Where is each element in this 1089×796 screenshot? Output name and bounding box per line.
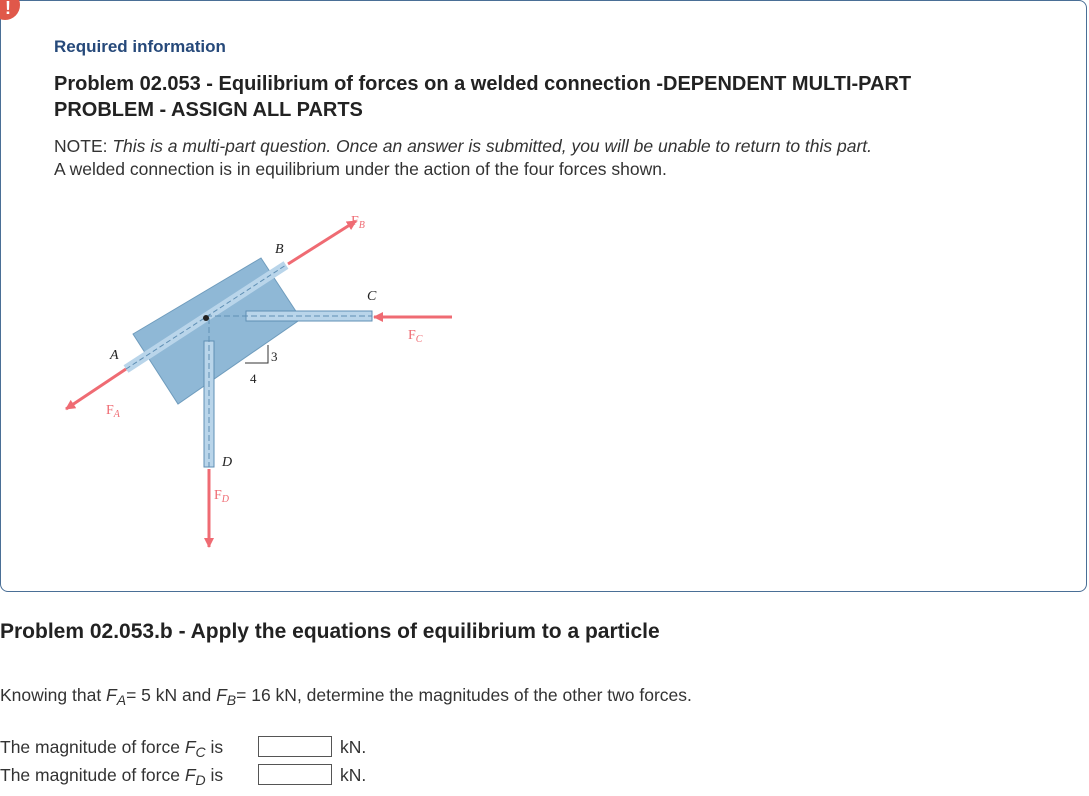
point-a-label: A	[110, 348, 119, 363]
answer-row-fd	[0, 763, 367, 788]
fa-symbol: F	[106, 685, 117, 705]
joint-point	[203, 315, 209, 321]
fc-magnitude-input[interactable]	[258, 736, 332, 757]
fc-subscript: C	[195, 744, 206, 760]
point-c-label: C	[367, 289, 377, 304]
fa-value: = 5 kN and	[126, 685, 217, 705]
force-a-label: $F_A$	[106, 403, 120, 420]
force-d-label: $F_D$	[214, 488, 230, 505]
answer-prefix: The magnitude of force	[0, 737, 185, 757]
note-label: NOTE:	[54, 136, 108, 156]
fd-symbol: F	[184, 765, 196, 785]
fd-subscript: D	[195, 772, 206, 788]
slope-rise-label: 3	[271, 349, 278, 364]
answer-suffix: is	[205, 765, 224, 785]
fc-unit: kN.	[340, 737, 367, 757]
fb-symbol: F	[216, 685, 227, 705]
force-a-arrow	[66, 369, 126, 409]
fc-symbol: F	[184, 737, 196, 757]
welded-connection-figure	[56, 201, 476, 561]
fb-subscript: B	[226, 692, 237, 708]
answer-prefix: The magnitude of force	[0, 765, 185, 785]
gusset-plate	[133, 258, 301, 404]
note-block	[54, 135, 872, 181]
fd-unit: kN.	[340, 765, 367, 785]
answer-suffix: is	[205, 737, 224, 757]
force-b-arrow	[288, 221, 356, 264]
force-c-label: $F_C$	[408, 328, 423, 345]
note-text: This is a multi-part question. Once an answer is submitted, you will be unable to return to this part.	[112, 136, 873, 156]
force-b-label: $F_B$	[351, 214, 365, 231]
point-b-label: B	[275, 242, 284, 257]
problem-description: A welded connection is in equilibrium under the action of the four forces shown.	[54, 159, 667, 179]
required-information-label: Required information	[54, 37, 226, 56]
answer-row-fc	[0, 735, 367, 760]
alert-icon: !	[0, 0, 20, 20]
slope-run-label: 4	[250, 371, 257, 386]
question-prefix: Knowing that	[0, 685, 107, 705]
problem-title: Problem 02.053 - Equilibrium of forces on a welded connection -DEPENDENT MULTI-PART PROBLEM - ASSIGN ALL PARTS	[54, 73, 912, 121]
question-suffix: = 16 kN, determine the magnitudes of the other two forces.	[236, 685, 692, 705]
part-b-title: Problem 02.053.b - Apply the equations of equilibrium to a particle	[0, 620, 660, 643]
fa-subscript: A	[116, 692, 127, 708]
fd-magnitude-input[interactable]	[258, 764, 332, 785]
part-b-question	[0, 685, 692, 708]
point-d-label: D	[222, 455, 233, 470]
